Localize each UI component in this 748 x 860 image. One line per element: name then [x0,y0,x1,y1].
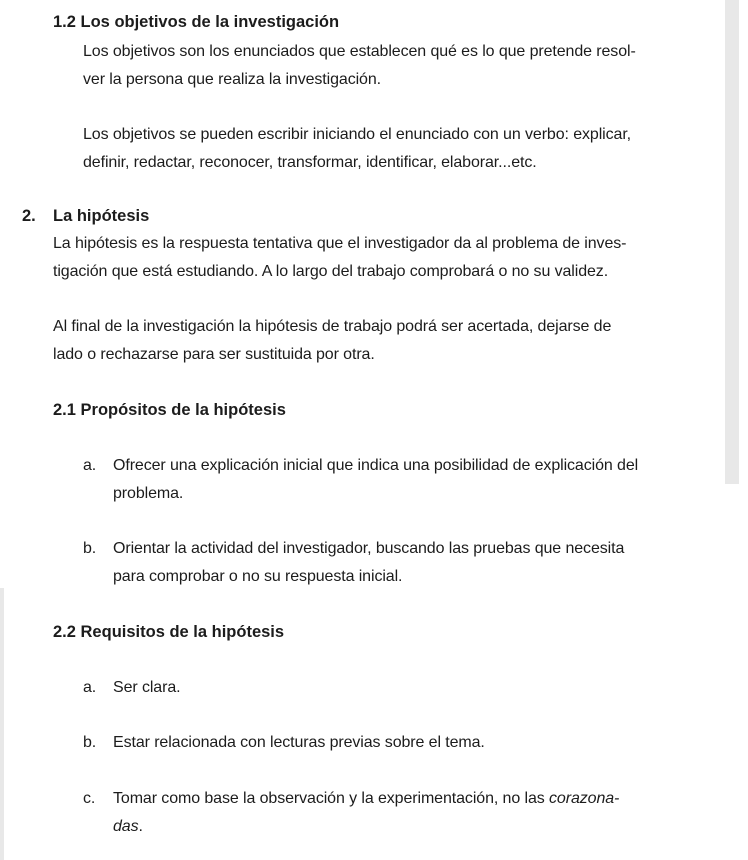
right-gutter-strip [725,0,739,484]
paragraph-line: La hipótesis es la respuesta tentativa que el investigador da al problema de inves- [53,235,627,252]
paragraph-line: definir, redactar, reconocer, transformar, identificar, elaborar...etc. [83,154,537,171]
section-1-2-heading: 1.2 Los objetivos de la investigación [53,13,340,31]
list-marker: b. [83,734,97,751]
section-2-heading: La hipótesis [53,207,150,225]
list-item-line: para comprobar o no su respuesta inicial. [113,568,403,585]
paragraph-line: lado o rechazarse para ser sustituida por otra. [53,346,375,363]
list-item [83,535,624,591]
section-2-1-heading: 2.1 Propósitos de la hipótesis [53,401,286,419]
paragraph-line: Los objetivos se pueden escribir iniciando el enunciado con un verbo: explicar, [83,126,632,143]
list-item [83,674,180,702]
paragraph-line: Al final de la investigación la hipótesis de trabajo podrá ser acertada, dejarse de [53,318,612,335]
list-item-line: Ser clara. [113,679,181,696]
list-item [83,729,485,757]
paragraph-line: Los objetivos son los enunciados que establecen qué es lo que pretende resol- [83,43,636,60]
section-2-paragraph-2 [53,313,611,369]
list-marker: a. [83,457,97,474]
list-item-line: Estar relacionada con lecturas previas sobre el tema. [113,734,485,751]
list-item-line: Ofrecer una explicación inicial que indica una posibilidad de explicación del [113,457,639,474]
list-marker: c. [83,790,96,807]
section-2-paragraph-1 [53,230,626,286]
list-item-line: problema. [113,485,184,502]
list-item-line [113,785,619,813]
list-marker: a. [83,679,97,696]
list-marker: b. [83,540,97,557]
section-1-2-paragraph-2 [83,121,631,177]
list-item-text: . [138,818,143,835]
list-item [83,785,619,841]
list-item [83,452,638,508]
list-item-italic-text: das [113,818,139,835]
section-2-number: 2. [22,207,36,225]
list-item-italic-text: corazona- [549,790,620,807]
paragraph-line: ver la persona que realiza la investigación. [83,71,381,88]
list-item-line [113,813,619,841]
paragraph-line: tigación que está estudiando. A lo largo del trabajo comprobará o no su validez. [53,263,609,280]
section-1-2-paragraph-1 [83,38,636,94]
list-item-line: Orientar la actividad del investigador, buscando las pruebas que necesita [113,540,625,557]
list-item-text: Tomar como base la observación y la experimentación, no las [113,790,550,807]
section-2-2-heading: 2.2 Requisitos de la hipótesis [53,623,285,641]
left-gutter-strip [0,588,4,860]
